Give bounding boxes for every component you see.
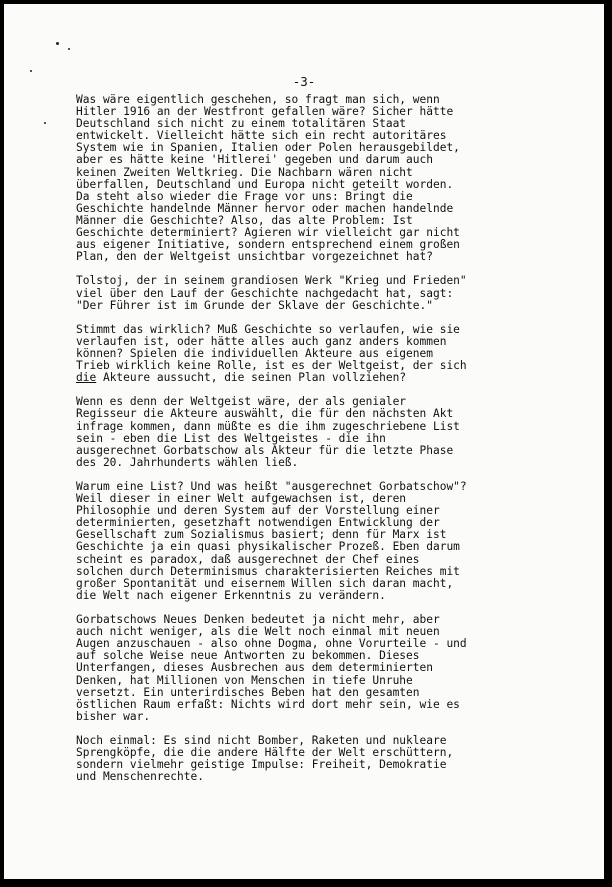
text-line: ausgerechnet Gorbatschow als Akteur für die letzte Phase	[76, 443, 454, 457]
text-line: Augen anzuschauen - also ohne Dogma, ohne Vorurteile - und	[76, 637, 467, 651]
paragraph	[76, 275, 506, 311]
text-line: determinierten, gesetzhaft notwendigen Entwicklung der	[76, 516, 440, 530]
scan-speck	[30, 70, 32, 72]
text-line: Deutschland sich nicht zu einem totalitären Staat	[76, 117, 407, 131]
text-line: Gesellschaft zum Sozialismus basiert; denn für Marx ist	[76, 528, 447, 542]
text-line: Stimmt das wirklich? Muß Geschichte so verlaufen, wie sie	[76, 322, 460, 336]
text-line: "Der Führer ist im Grunde der Sklave der Geschichte."	[76, 298, 433, 312]
scan-speck	[44, 122, 46, 124]
text-line: die Akteure aussucht, die seinen Plan vollziehen?	[76, 371, 407, 385]
text-line: Wenn es denn der Weltgeist wäre, der als genialer	[76, 395, 407, 409]
text-line: keinen Zweiten Weltkrieg. Die Nachbarn wären nicht	[76, 165, 413, 179]
text-line: Warum eine List? Und was heißt "ausgerechnet Gorbatschow"?	[76, 480, 467, 493]
text-line: Geschichte determiniert? Agieren wir vielleicht gar nicht	[76, 226, 460, 240]
paragraph	[76, 396, 506, 469]
text-line: Philosophie und deren System auf der Vorstellung einer	[76, 504, 440, 518]
text-line: Was wäre eigentlich geschehen, so fragt man sich, wenn	[76, 93, 440, 106]
text-line: östlichen Raum erfaßt: Nichts wird dort mehr sein, wie es	[76, 697, 460, 711]
text-line: Hitler 1916 an der Westfront gefallen wäre? Sicher hätte	[76, 105, 454, 119]
paragraph	[76, 94, 506, 263]
text-line: Gorbatschows Neues Denken bedeutet ja nicht mehr, aber	[76, 613, 440, 627]
text-line: System wie in Spanien, Italien oder Polen herausgebildet,	[76, 141, 460, 155]
paragraph	[76, 324, 506, 384]
paragraph	[76, 735, 506, 783]
document-page	[4, 4, 604, 879]
text-line: Tolstoj, der in seinem grandiosen Werk "Krieg und Frieden"	[76, 274, 467, 288]
text-line: Weil dieser in einer Welt aufgewachsen ist, deren	[76, 492, 407, 506]
text-line: können? Spielen die individuellen Akteure aus eigenem	[76, 346, 433, 360]
text-line: bisher war.	[76, 709, 151, 723]
text-line: scheint es paradox, daß ausgerechnet der Chef eines	[76, 552, 420, 566]
text-line: Denken, hat Millionen von Menschen in tiefe Unruhe	[76, 673, 413, 687]
text-line: aber es hätte keine 'Hitlerei' gegeben und darum auch	[76, 153, 433, 167]
text-line: viel über den Lauf der Geschichte nachgedacht hat, sagt:	[76, 286, 454, 300]
text-line: die Welt nach eigener Erkenntnis zu verändern.	[76, 588, 386, 602]
text-line: Geschichte ja ein quasi physikalischer Prozeß. Eben darum	[76, 540, 460, 554]
text-line: Unterfangen, dieses Ausbrechen aus dem determinierten	[76, 661, 433, 675]
paragraph	[76, 481, 506, 602]
text-line: und Menschenrechte.	[76, 770, 204, 784]
body-text	[76, 94, 506, 795]
text-line: solchen durch Determinismus charakterisierten Reiches mit	[76, 564, 460, 578]
page-number: -3-	[292, 74, 316, 89]
text-line: Noch einmal: Es sind nicht Bomber, Raketen und nukleare	[76, 733, 447, 747]
scan-speck	[56, 42, 59, 45]
text-line: überfallen, Deutschland und Europa nicht geteilt worden.	[76, 177, 454, 191]
scan-speck	[68, 48, 70, 50]
text-line: sein - eben die List des Weltgeistes - die ihn	[76, 431, 386, 445]
text-line: infrage kommen, dann müßte es die ihm zugeschriebene List	[76, 419, 460, 433]
text-line: auch nicht weniger, als die Welt noch einmal mit neuen	[76, 625, 440, 639]
text-line: des 20. Jahrhunderts wählen ließ.	[76, 455, 299, 469]
text-line: entwickelt. Vielleicht hätte sich ein recht autoritäres	[76, 129, 447, 143]
text-line: Männer die Geschichte? Also, das alte Problem: Ist	[76, 213, 413, 227]
paragraph	[76, 614, 506, 723]
text-line: aus eigener Initiative, sondern entsprechend einem großen	[76, 238, 460, 252]
text-line: verlaufen ist, oder hätte alles auch ganz anders kommen	[76, 334, 447, 348]
text-line: großer Spontanität und eisernem Willen sich daran macht,	[76, 576, 454, 590]
text-line: Trieb wirklich keine Rolle, ist es der Weltgeist, der sich	[76, 359, 467, 373]
text-line: Plan, den der Weltgeist unsichtbar vorgezeichnet hat?	[76, 250, 433, 264]
text-line: sondern vielmehr geistige Impulse: Freiheit, Demokratie	[76, 758, 447, 772]
text-line: versetzt. Ein unterirdisches Beben hat den gesamten	[76, 685, 420, 699]
text-line: Regisseur die Akteure auswählt, die für den nächsten Akt	[76, 407, 454, 421]
text-line: Da steht also wieder die Frage vor uns: Bringt die	[76, 189, 413, 203]
text-line: auf solche Weise neue Antworten zu bekommen. Dieses	[76, 649, 420, 663]
text-line: Sprengköpfe, die die andere Hälfte der Welt erschüttern,	[76, 746, 454, 760]
text-line: Geschichte handelnde Männer hervor oder machen handelnde	[76, 201, 454, 215]
